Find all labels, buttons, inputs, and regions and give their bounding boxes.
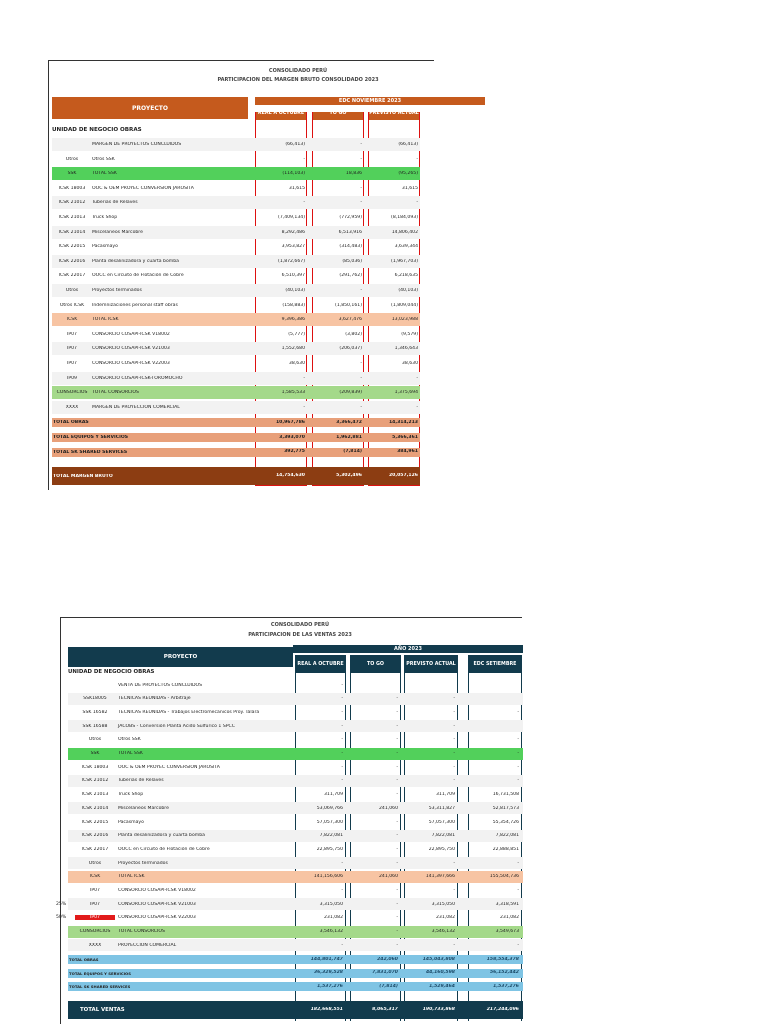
value-cell: -	[303, 200, 305, 206]
value-cell: -	[453, 778, 455, 784]
value-cell: 14,806,402	[391, 229, 418, 235]
table-row	[52, 386, 420, 399]
value-cell: 38,630	[401, 361, 418, 366]
value-cell: -	[416, 200, 418, 206]
row-name: TOTAL CONSORCIOS	[118, 929, 165, 935]
sheet-title: CONSOLIDADO PERÚ	[270, 622, 330, 628]
value-cell: 1,585,533	[281, 390, 305, 396]
value-cell: (1,850,161)	[335, 302, 362, 308]
value-cell: (209,839)	[339, 390, 362, 396]
period-band: EDC NOVIEMBRE 2023	[255, 97, 485, 105]
value-cell: (291,762)	[339, 273, 362, 279]
row-code: ICSK 18003	[81, 764, 109, 770]
row-code: XXXX	[88, 942, 102, 948]
row-code: ICSK 22017	[58, 273, 86, 279]
value-cell: -	[396, 764, 398, 770]
table-row	[52, 167, 420, 180]
row-code: ICSK 21013	[81, 792, 109, 798]
total-value-cell: 158,554,378	[486, 956, 519, 962]
table-row	[52, 182, 420, 195]
value-cell: 311,709	[436, 792, 455, 798]
row-name: Tuberias de Relaves	[118, 778, 164, 784]
value-cell: 231,082	[500, 915, 519, 921]
value-cell: (3,802)	[345, 331, 362, 337]
col-header-previsto: PREVISTO ACTUAL	[404, 655, 458, 673]
value-cell: -	[453, 709, 455, 715]
total-value-cell: 1,962,881	[336, 434, 362, 440]
row-name: TECNICAS REUNIDAS - Arbitraje	[118, 696, 191, 702]
total-value-cell: 56,152,442	[489, 970, 519, 976]
value-cell: -	[416, 404, 418, 410]
total-label: TOTAL VENTAS	[80, 1007, 125, 1014]
row-code: SSK 16588	[82, 723, 108, 729]
business-unit-label: UNIDAD DE NEGOCIO OBRAS	[52, 127, 142, 133]
row-name: CONSORCIO COSAPI-ICSK V22003	[118, 915, 196, 921]
value-cell: -	[396, 737, 398, 743]
row-name: TOTAL SSK	[118, 751, 143, 757]
row-code: Otros ICSK	[59, 302, 85, 308]
row-name: Proyectos terminados	[118, 860, 168, 866]
col-header-togo: TO GO	[313, 112, 363, 120]
value-cell: -	[360, 404, 362, 410]
sheet-border-left	[48, 60, 49, 490]
table-row	[52, 153, 420, 166]
row-name: CONSORCIO COSAPI-ICSK V21003	[92, 346, 170, 352]
sheet-border-top	[60, 617, 522, 618]
row-code: IP07	[67, 346, 77, 352]
value-cell: 6,513,916	[338, 229, 362, 235]
total-value-cell: 14,314,213	[388, 419, 418, 425]
total-value-cell: 5,366,361	[392, 434, 418, 440]
row-name: Otros SSK	[92, 156, 115, 162]
value-cell: (8,184,093)	[391, 215, 418, 220]
value-cell: -	[416, 375, 418, 381]
value-cell: (9,579)	[401, 331, 418, 337]
row-name: Indemnizaciones personal staff obras	[92, 302, 178, 308]
value-cell: 3,546,132	[319, 929, 343, 935]
total-row	[52, 448, 420, 457]
value-cell: 3,315,050	[319, 901, 343, 907]
row-code: IP07	[90, 901, 100, 907]
value-cell: 1,375,694	[394, 390, 418, 396]
value-cell: -	[453, 860, 455, 866]
value-cell: 16,731,508	[492, 792, 519, 798]
value-cell: 22,895,750	[316, 846, 343, 852]
value-cell: -	[341, 942, 343, 948]
value-cell: 57,057,300	[428, 819, 455, 825]
row-code: IP07	[67, 331, 77, 337]
value-cell: 38,630	[288, 361, 305, 366]
value-cell: -	[517, 860, 519, 866]
row-name: TOTAL ICSK	[118, 874, 145, 880]
row-code: SSK	[90, 751, 100, 757]
total-value-cell: 182,668,551	[310, 1007, 343, 1013]
row-percent: 25%	[56, 901, 67, 907]
row-code: Otros	[88, 737, 102, 743]
row-code: ICSK 21012	[58, 200, 86, 206]
value-cell: -	[396, 819, 398, 825]
value-cell: 231,082	[324, 915, 343, 921]
value-cell: -	[517, 709, 519, 715]
total-value-cell: 217,244,096	[486, 1007, 519, 1013]
sheet-title: CONSOLIDADO PERÚ	[268, 68, 328, 74]
row-name: TOTAL CONSORCIOS	[92, 390, 139, 396]
value-cell: 6,218,635	[394, 273, 418, 279]
value-cell: -	[453, 764, 455, 770]
total-row	[52, 467, 420, 485]
value-cell: -	[517, 751, 519, 756]
total-label: TOTAL EQUIPOS Y SERVICIOS	[69, 970, 132, 976]
row-name: OOC & OEM PROYEC CONVERSION JAROSITA	[92, 185, 194, 191]
row-name: JACOBS - Conversión Planta Ácido Sulfúrico 1 SPCC	[118, 723, 235, 729]
row-name: CONSORCIO COSAPI-ICSK V22003	[92, 361, 170, 367]
value-cell: -	[360, 288, 362, 293]
total-value-cell: 1,537,276	[317, 983, 343, 989]
value-cell: -	[396, 751, 398, 756]
total-value-cell: 10,967,786	[275, 419, 305, 425]
row-name: Otros SSK	[118, 737, 141, 743]
row-name: Proyectos terminados	[92, 288, 142, 294]
total-value-cell: 190,733,868	[422, 1007, 455, 1013]
total-value-cell: 5,302,496	[336, 473, 362, 479]
row-code: ICSK 21014	[58, 229, 86, 235]
value-cell: 155,504,736	[489, 874, 519, 880]
value-cell: -	[416, 156, 418, 162]
value-cell: 13,023,988	[391, 317, 418, 323]
value-cell: 7,822,081	[431, 833, 455, 839]
table-row	[52, 284, 420, 297]
value-cell: 22,888,851	[492, 846, 519, 852]
value-cell: -	[396, 846, 398, 852]
row-code: ICSK 22016	[58, 258, 86, 264]
value-cell: 53,069,766	[316, 805, 343, 811]
row-name: Miscelaneos Marcobre	[92, 229, 143, 235]
table-row	[52, 240, 420, 253]
value-cell: -	[341, 751, 343, 756]
value-cell: 141,156,606	[313, 874, 343, 880]
value-cell: (158,883)	[282, 302, 305, 308]
total-label: TOTAL EQUIPOS Y SERVICIOS	[53, 435, 129, 440]
value-cell: -	[360, 185, 362, 191]
value-cell: -	[396, 778, 398, 784]
total-label: TOTAL OBRAS	[53, 420, 89, 426]
value-cell: 311,709	[324, 792, 343, 798]
value-cell: -	[341, 860, 343, 866]
total-value-cell: 36,329,528	[313, 970, 343, 976]
col-header-real: REAL A OCTUBRE	[256, 112, 306, 120]
row-code: CONSORCIOS	[56, 390, 88, 396]
year-band: AÑO 2023	[293, 645, 523, 653]
value-cell: 3,315,050	[431, 901, 455, 907]
value-cell: -	[341, 737, 343, 743]
value-cell: -	[453, 737, 455, 743]
value-cell: 231,082	[436, 915, 455, 921]
row-code: ICSK 22015	[58, 244, 86, 250]
row-code: CONSORCIOS	[79, 929, 111, 935]
row-code: ICSK 22016	[81, 833, 109, 839]
value-cell: -	[517, 888, 519, 893]
row-code: ICSK 18003	[58, 185, 86, 191]
row-code: XXXX	[65, 404, 79, 410]
total-label: TOTAL MARGEN BRUTO	[53, 473, 113, 479]
row-name: Miscelaneos Marcobre	[118, 805, 169, 811]
value-cell: -	[341, 764, 343, 770]
value-cell: (114,103)	[282, 171, 305, 177]
value-cell: -	[453, 751, 455, 756]
value-cell: -	[360, 142, 362, 147]
value-cell: -	[517, 942, 519, 948]
total-value-cell: 392,775	[284, 449, 305, 455]
table-row	[52, 138, 420, 151]
total-value-cell: 145,043,808	[422, 956, 455, 962]
value-cell: -	[517, 737, 519, 743]
value-cell: (1,967,703)	[391, 258, 418, 264]
col-header-previsto: PREVISTO ACTUAL	[369, 112, 419, 120]
row-name: Tuberias de Relaves	[92, 200, 138, 206]
row-code: Otros	[88, 860, 102, 866]
value-cell: (40,103)	[285, 288, 305, 293]
project-column-header: PROYECTO	[52, 97, 248, 119]
row-name: TOTAL ICSK	[92, 317, 119, 323]
total-value-cell: 44,160,598	[425, 970, 455, 976]
value-cell: 7,822,081	[319, 833, 343, 839]
value-cell: 31,615	[288, 185, 305, 191]
value-cell: -	[396, 929, 398, 935]
value-cell: -	[303, 375, 305, 381]
row-code: IP07	[75, 915, 115, 920]
value-cell: 31,615	[401, 185, 418, 191]
row-code: IP07	[67, 361, 77, 367]
total-value-cell: 7,831,070	[372, 970, 398, 976]
total-row	[52, 433, 420, 442]
row-name: Planta desalinizadora y cuarta bomba	[92, 258, 179, 264]
value-cell: 8,292,486	[281, 229, 305, 235]
row-code: ICSK 22017	[81, 846, 109, 852]
row-code: Otros	[65, 288, 79, 294]
value-cell: -	[303, 156, 305, 162]
row-percent: 50%	[56, 915, 67, 921]
total-label: TOTAL SK SHARED SERVICES	[53, 449, 128, 455]
value-cell: 3,627,476	[338, 317, 362, 323]
total-value-cell: 3,366,472	[336, 419, 362, 425]
row-name: Truck Shop	[92, 215, 118, 221]
value-cell: -	[341, 709, 343, 715]
total-value-cell: 3,393,070	[279, 434, 305, 440]
value-cell: 241,060	[379, 874, 398, 880]
value-cell: 241,060	[379, 805, 398, 811]
total-value-cell: 8,065,317	[372, 1007, 398, 1013]
table-row	[52, 299, 420, 312]
table-row	[52, 196, 420, 209]
table-row	[52, 226, 420, 239]
value-cell: 52,817,573	[492, 805, 519, 811]
value-cell: -	[453, 696, 455, 702]
value-cell: -	[396, 888, 398, 893]
value-cell: -	[341, 696, 343, 702]
row-code: Otros	[65, 156, 79, 162]
value-cell: -	[453, 888, 455, 893]
row-code: ICSK 22015	[81, 819, 109, 825]
value-cell: -	[360, 361, 362, 366]
value-cell: (40,103)	[398, 288, 418, 293]
total-row	[52, 418, 420, 427]
col-header-real: REAL A OCTUBRE	[295, 655, 346, 673]
col-header-edc: EDC SETIEMBRE	[468, 655, 522, 673]
value-cell: 3,549,673	[495, 929, 519, 935]
value-cell: -	[396, 901, 398, 907]
row-code: ICSK	[89, 874, 101, 880]
row-name: OOCC en Circuito de Flotación de Cobre	[92, 273, 184, 279]
value-cell: -	[396, 723, 398, 729]
row-name: Pacasmayo	[118, 819, 144, 825]
value-cell: 6,510,397	[281, 273, 305, 279]
total-value-cell: 1,537,276	[493, 983, 519, 989]
table-row	[52, 357, 420, 370]
total-value-cell: 20,057,126	[388, 473, 418, 479]
value-cell: -	[360, 375, 362, 381]
sheet-border-left	[60, 617, 61, 1024]
row-name: PROYECCIÓN COMERCIAL	[118, 942, 177, 948]
row-name: OOC & OEM PROYEC CONVERSION JAROSITA	[118, 764, 220, 770]
total-value-cell: (7,814)	[379, 983, 398, 989]
value-cell: 3,953,827	[281, 244, 305, 250]
row-name: CONSORCIO COSAPI-ICSK V18002	[92, 331, 170, 337]
value-cell: -	[341, 778, 343, 784]
row-name: TOTAL SSK	[92, 171, 117, 177]
row-code: SSK18005	[83, 696, 107, 702]
value-cell: (314,483)	[339, 244, 362, 250]
row-code: SSK 16582	[82, 709, 108, 715]
value-cell: -	[396, 833, 398, 839]
value-cell: -	[396, 709, 398, 715]
value-cell: (66,413)	[285, 142, 305, 147]
table-row	[52, 313, 420, 326]
table-row	[52, 269, 420, 282]
table-row	[52, 255, 420, 268]
sheet-subtitle: PARTICIPACION DEL MARGEN BRUTO CONSOLIDADO 2023	[217, 77, 379, 83]
table-row	[52, 342, 420, 355]
total-value-cell: 1,529,464	[429, 983, 455, 989]
project-column-header: PROYECTO	[68, 647, 293, 667]
value-cell: 22,895,750	[428, 846, 455, 852]
row-code: SSK	[67, 171, 77, 177]
value-cell: (95,265)	[398, 171, 418, 177]
value-cell: (1,809,044)	[391, 302, 418, 308]
row-code: IP07	[90, 888, 100, 894]
total-value-cell: 14,754,630	[275, 473, 305, 479]
business-unit-label: UNIDAD DE NEGOCIO OBRAS	[68, 669, 155, 675]
row-code: ICSK 21013	[58, 215, 86, 221]
value-cell: 9,396,386	[281, 317, 305, 323]
total-label: TOTAL OBRAS	[69, 957, 99, 962]
value-cell: -	[360, 156, 362, 162]
row-name: OOCC en Circuito de Flotación de Cobre	[118, 846, 210, 852]
value-cell: 3,546,132	[431, 929, 455, 935]
row-code: ICSK 21014	[81, 805, 109, 811]
value-cell: -	[517, 778, 519, 784]
total-value-cell: (7,814)	[343, 449, 362, 455]
table-row	[52, 211, 420, 224]
value-cell: -	[396, 696, 398, 702]
value-cell: (772,959)	[339, 215, 362, 220]
row-name: CONSORCIO COSAPI-ICSK-TOROMOCHO	[92, 375, 183, 381]
value-cell: 3,639,344	[394, 244, 418, 250]
table-row	[52, 328, 420, 341]
total-value-cell: 384,961	[397, 449, 418, 455]
sheet-subtitle: PARTICIPACION DE LAS VENTAS 2023	[248, 632, 352, 638]
margin-sheet	[48, 60, 488, 490]
value-cell: -	[396, 860, 398, 866]
value-cell: -	[453, 942, 455, 948]
value-cell: 7,822,081	[495, 833, 519, 839]
value-cell: -	[396, 915, 398, 921]
value-cell: -	[341, 888, 343, 893]
table-row	[52, 372, 420, 385]
value-cell: -	[517, 764, 519, 770]
value-cell: 57,057,300	[316, 819, 343, 825]
value-cell: -	[341, 723, 343, 729]
row-name: Pacasmayo	[92, 244, 118, 250]
value-cell: (7,409,134)	[278, 215, 305, 220]
value-cell: -	[341, 682, 343, 688]
row-name: CONSORCIO COSAPI-ICSK V21003	[118, 901, 196, 907]
row-name: MARGEN DE PROYECCIÓN COMERCIAL	[92, 404, 180, 410]
row-name: TECNICAS REUNIDAS - Trabajos Electromecanicos Proy. Talara	[118, 709, 260, 715]
value-cell: (85,036)	[342, 258, 362, 264]
col-header-togo: TO GO	[350, 655, 401, 673]
row-code: ICSK 21012	[81, 778, 109, 784]
row-name: CONSORCIO COSAPI-ICSK V18002	[118, 888, 196, 894]
value-cell: (66,413)	[398, 142, 418, 147]
value-cell: 3,318,591	[495, 901, 519, 907]
value-cell: -	[453, 723, 455, 729]
value-cell: -	[303, 404, 305, 410]
sales-sheet	[56, 617, 530, 1024]
row-code: IP09	[67, 375, 77, 381]
table-row	[52, 401, 420, 414]
value-cell: 53,311,827	[428, 805, 455, 811]
total-value-cell: 242,060	[377, 956, 398, 962]
value-cell: 1,552,680	[281, 346, 305, 352]
value-cell: 55,354,726	[492, 819, 519, 825]
value-cell: 1,346,643	[394, 346, 418, 352]
value-cell: -	[396, 792, 398, 798]
total-label: TOTAL SK SHARED SERVICES	[69, 984, 131, 990]
sheet-border-top	[48, 60, 434, 61]
row-name: Planta desalinizadora y cuarta bomba	[118, 833, 205, 839]
value-cell: 141,397,666	[425, 874, 455, 880]
value-cell: 18,836	[345, 171, 362, 177]
value-cell: -	[360, 200, 362, 206]
row-name: Truck Shop	[118, 792, 144, 798]
value-cell: (1,872,667)	[278, 258, 305, 264]
row-name: VENTA DE PROYECTOS CONCLUIDOS	[118, 682, 203, 688]
value-cell: -	[396, 942, 398, 948]
row-name: MARGEN DE PROYECTOS CONCLUIDOS	[92, 142, 182, 148]
value-cell: (5,777)	[288, 331, 305, 337]
row-code: ICSK	[66, 317, 78, 323]
value-cell: (206,037)	[339, 346, 362, 352]
total-value-cell: 144,801,747	[310, 956, 343, 962]
